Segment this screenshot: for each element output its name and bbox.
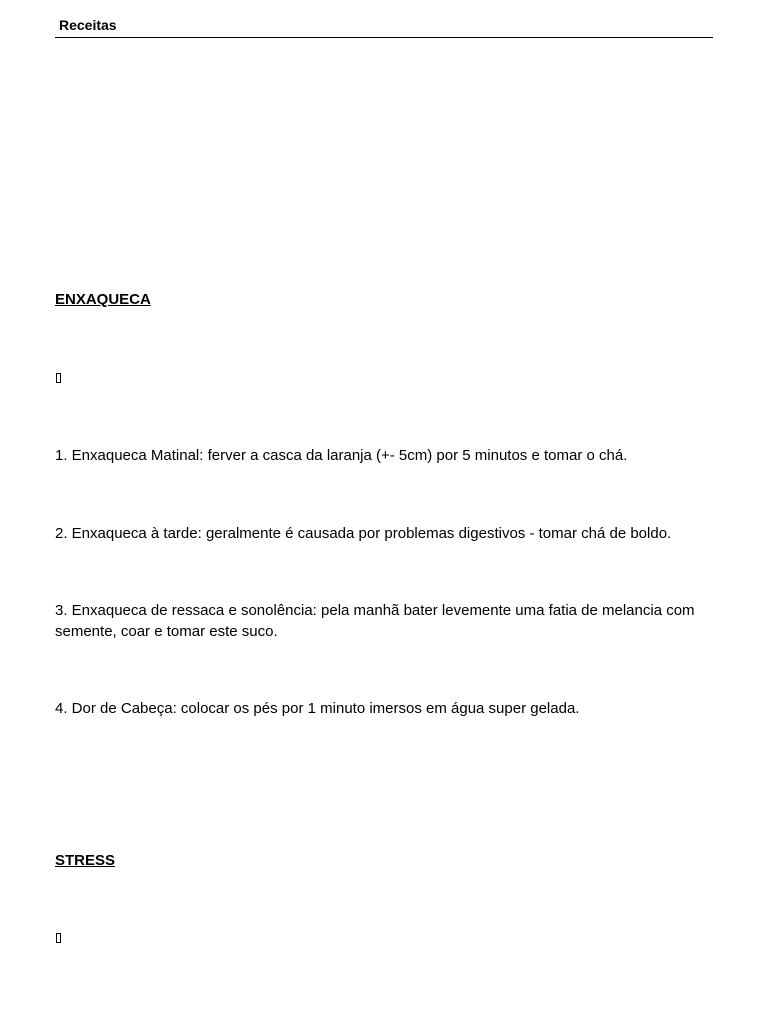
- page-header: [55, 0, 713, 38]
- header-title: Receitas: [59, 17, 117, 33]
- section-heading-enxaqueca: ENXAQUECA: [55, 291, 151, 308]
- list-item: 2. Enxaqueca à tarde: geralmente é causada por problemas digestivos - tomar chá de boldo.: [55, 525, 672, 542]
- list-item: 1. Enxaqueca Matinal: ferver a casca da laranja (+- 5cm) por 5 minutos e tomar o chá.: [55, 447, 628, 464]
- list-item: 4. Dor de Cabeça: colocar os pés por 1 minuto imersos em água super gelada.: [55, 700, 580, 717]
- missing-glyph-icon: [56, 933, 61, 943]
- list-item: 3. Enxaqueca de ressaca e sonolência: pela manhã bater levemente uma fatia de melancia com semente, coar e tomar este suco.: [55, 602, 695, 640]
- missing-glyph-icon: [56, 373, 61, 383]
- section-heading-stress: STRESS: [55, 852, 116, 869]
